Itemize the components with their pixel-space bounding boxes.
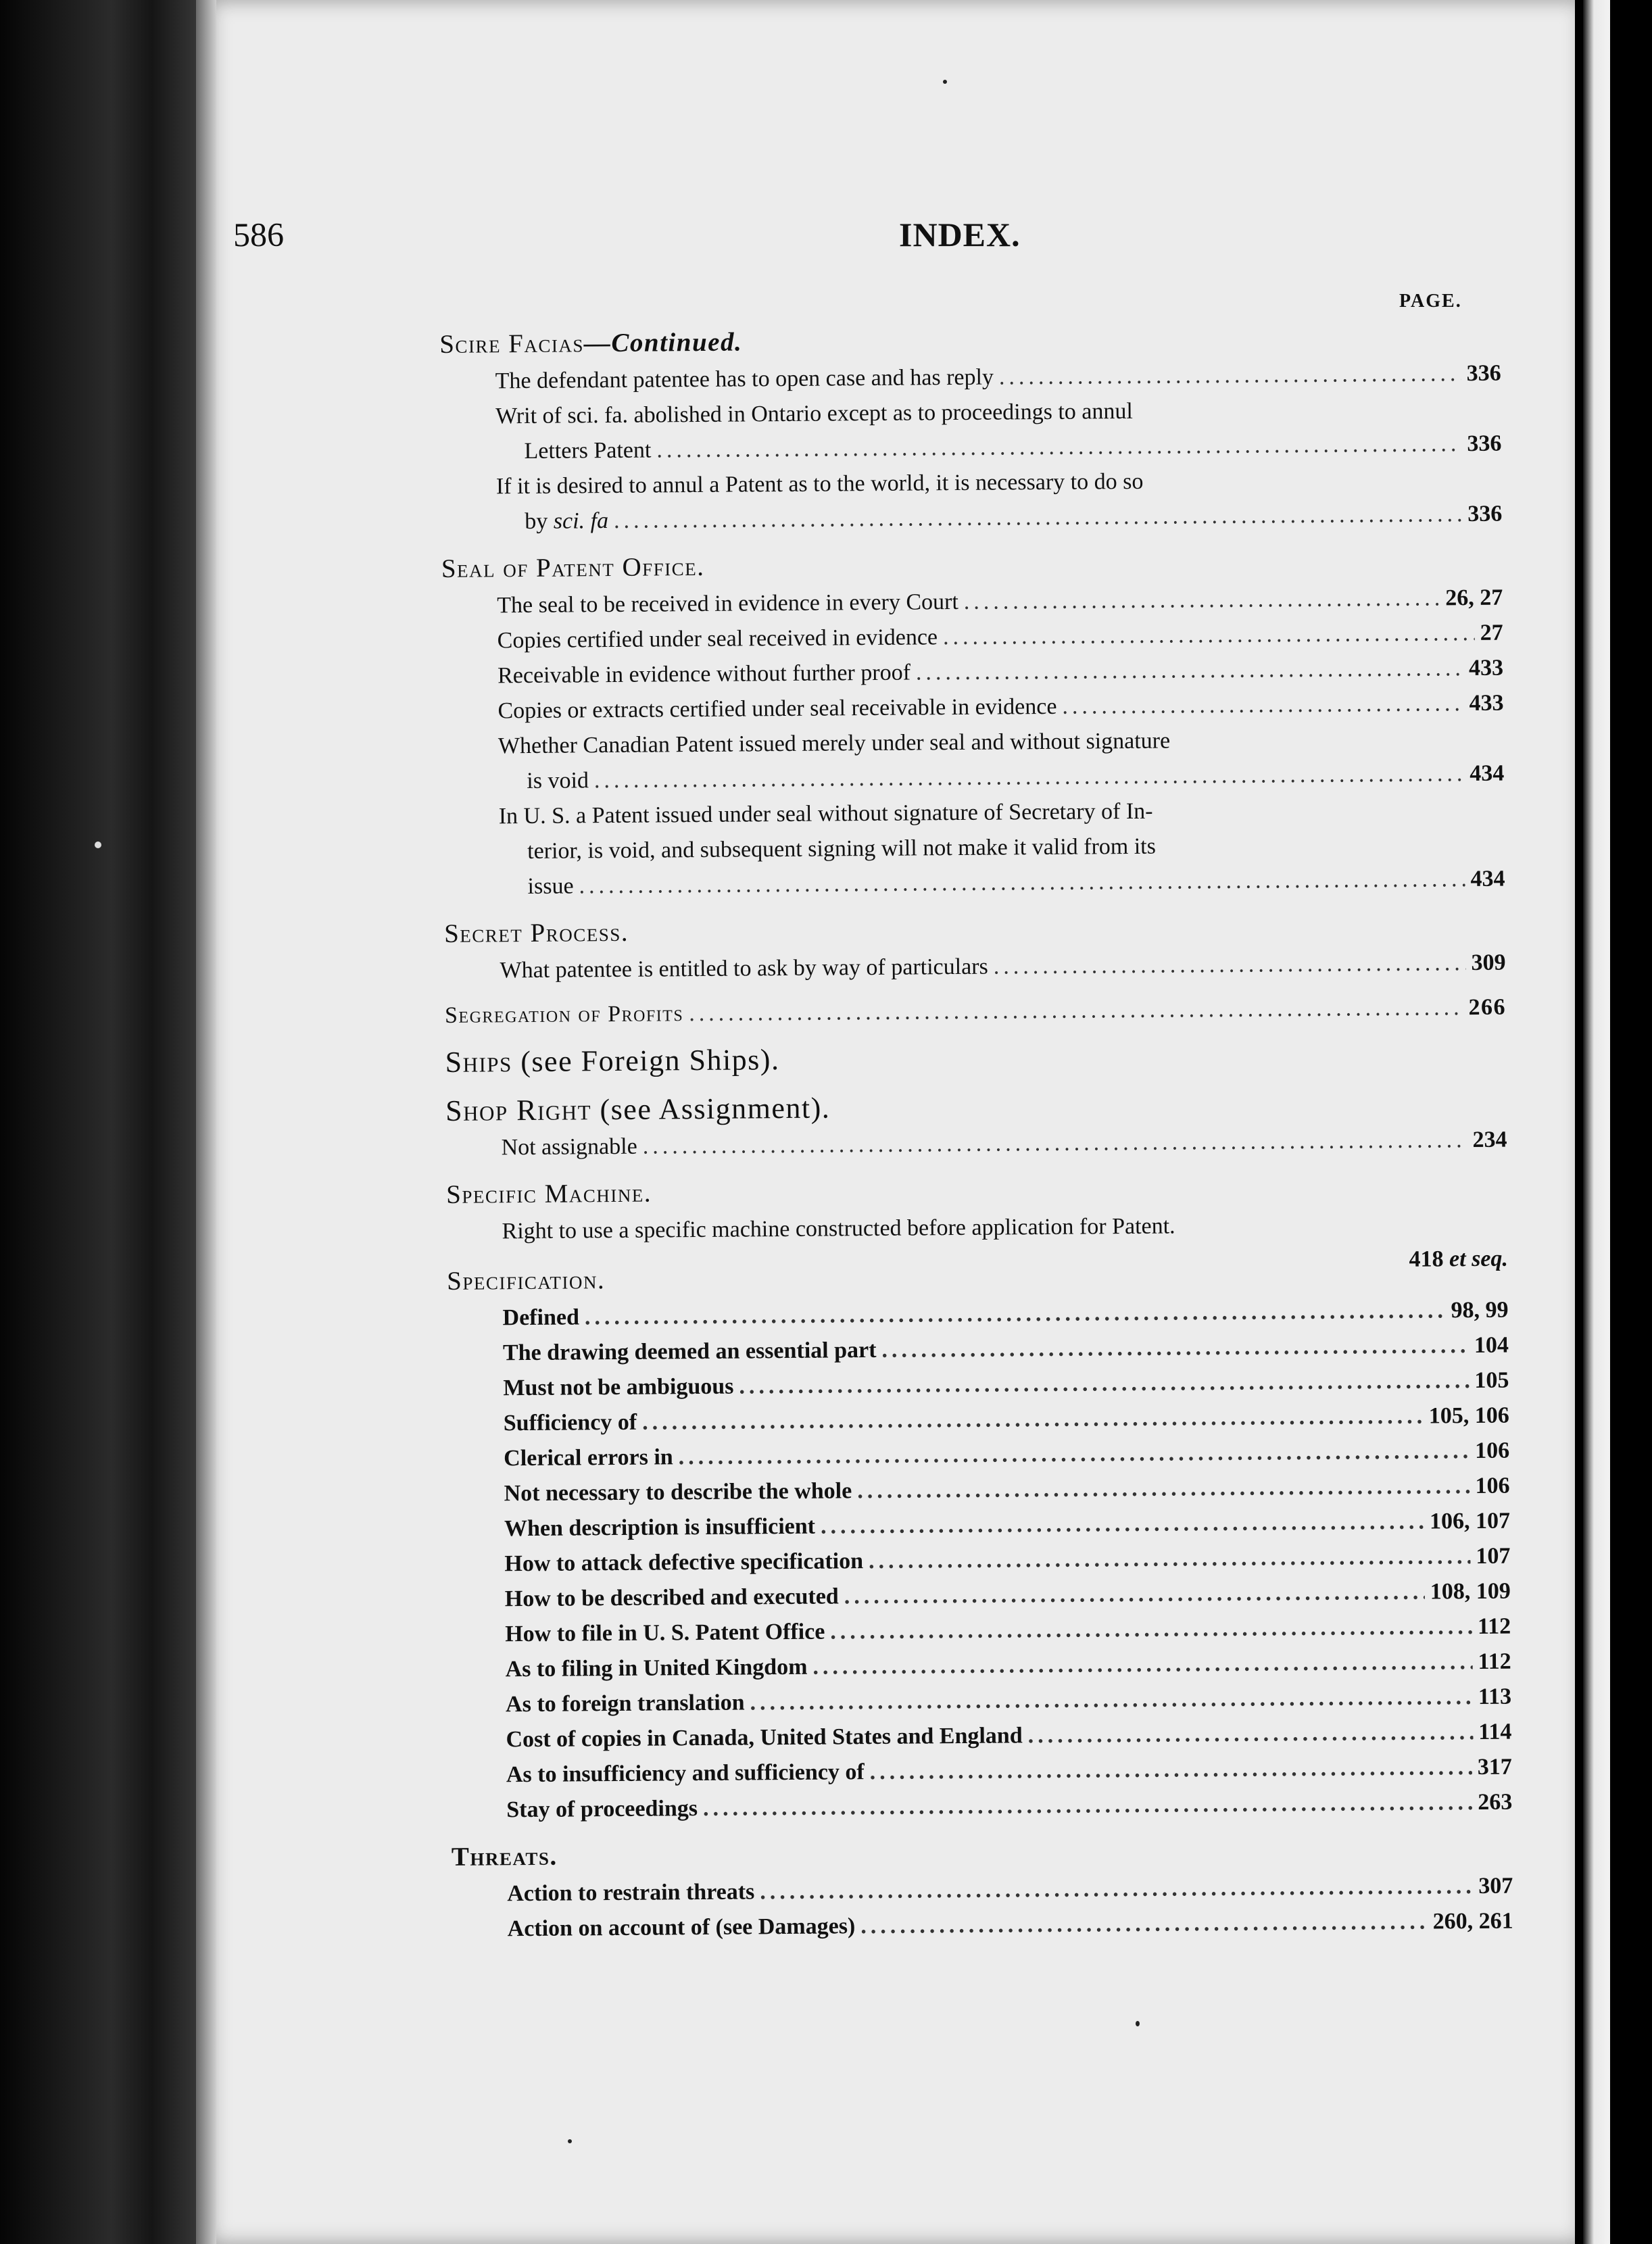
index-entry: Defined ..... 98, 99: [447, 1293, 1508, 1336]
page-ref: 433: [1468, 655, 1504, 681]
leader-dots: [656, 426, 1461, 468]
leader-dots: [689, 990, 1463, 1031]
page-ref: 26, 27: [1445, 585, 1503, 611]
page-ref: 336: [1467, 431, 1502, 457]
index-entry-continuation: by sci. fa ..... 336: [441, 497, 1502, 540]
index-entry: Receivable in evidence without further proof ..... 433: [442, 651, 1503, 694]
index-entry: How to file in U. S. Patent Office ..... 112: [450, 1609, 1511, 1653]
page-ref: 112: [1478, 1649, 1511, 1674]
leader-dots: [916, 651, 1464, 690]
paper-speck: [1136, 2021, 1140, 2026]
page-ref: 433: [1469, 690, 1504, 716]
page-ref: 336: [1467, 501, 1503, 527]
page-ref: 317: [1477, 1754, 1512, 1780]
leader-dots: [943, 616, 1475, 655]
leader-dots: [881, 1328, 1469, 1368]
index-entry: Stay of proceedings ..... 263: [451, 1785, 1512, 1828]
page-ref: 113: [1478, 1684, 1512, 1709]
index-entry: Must not be ambiguous ..... 105: [447, 1363, 1509, 1407]
index-entry-continuation: Letters Patent ..... 336: [440, 426, 1501, 470]
index-entry-continuation: is void ..... 434: [443, 756, 1504, 800]
page-ref: 104: [1474, 1332, 1509, 1359]
page-ref: 418 et seq.: [1409, 1246, 1509, 1272]
running-title: INDEX.: [899, 216, 1021, 253]
paper-speck: [568, 2139, 572, 2143]
facing-page-edge: [1575, 0, 1652, 2244]
leader-dots: [614, 497, 1463, 539]
index-entry: Cost of copies in Canada, United States and England ..... 114: [450, 1715, 1511, 1758]
index-entry: As to insufficiency and sufficiency of ..... 317: [451, 1750, 1512, 1793]
page-ref: 27: [1480, 620, 1503, 645]
leader-dots: [642, 1399, 1424, 1440]
leader-dots: [994, 946, 1466, 984]
binding-speck: [95, 842, 101, 848]
index-heading-specific-machine: Specific Machine.: [445, 1178, 652, 1209]
index-heading-seal-of-patent-office: Seal of Patent Office.: [441, 552, 705, 583]
leader-dots: [739, 1363, 1469, 1404]
index-heading-shop-right: Shop Right (see Assignment).: [445, 1091, 831, 1127]
page-ref: 105: [1474, 1367, 1509, 1394]
page-ref: 114: [1478, 1719, 1512, 1745]
page-ref: 309: [1471, 950, 1506, 976]
index-entry: Copies or extracts certified under seal receivable in evidence ..... 433: [442, 686, 1503, 729]
leader-dots: [579, 862, 1465, 904]
page-ref: 98, 99: [1451, 1297, 1509, 1323]
leader-dots: [812, 1644, 1472, 1685]
page-ref: 106, 107: [1429, 1508, 1511, 1534]
leader-dots: [830, 1609, 1472, 1649]
page-ref: 112: [1477, 1613, 1511, 1639]
leader-dots: [1027, 1715, 1473, 1753]
index-entry: If it is desired to annul a Patent as to the world, it is necessary to do so: [495, 468, 1144, 499]
index-entry: Writ of sci. fa. abolished in Ontario except as to proceedings to annul: [495, 398, 1134, 429]
paper-speck: [943, 80, 947, 84]
index-entry: What patentee is entitled to ask by way of particulars ..... 309: [444, 946, 1505, 989]
book-binding: [0, 0, 203, 2244]
index-heading-secret-process: Secret Process.: [443, 917, 629, 948]
page-ref: 105, 106: [1428, 1402, 1509, 1429]
index-entry: Right to use a specific machine constructed before application for Patent.: [502, 1213, 1175, 1244]
index-heading-threats: Threats.: [451, 1841, 558, 1872]
leader-dots: [844, 1575, 1425, 1615]
index-entry: How to be described and executed ..... 108, 109: [450, 1574, 1511, 1617]
index-entry-continuation: terior, is void, and subsequent signing will not make it valid from its: [527, 833, 1157, 864]
index-entry: Clerical errors in ..... 106: [448, 1434, 1509, 1477]
leader-dots: [964, 581, 1440, 620]
leader-dots: [870, 1750, 1473, 1790]
index-entry: As to foreign translation ..... 113: [450, 1680, 1511, 1723]
page-ref: 266: [1468, 994, 1507, 1021]
page-ref: 307: [1478, 1873, 1513, 1899]
index-entry: Not necessary to describe the whole ..... 106: [448, 1469, 1509, 1512]
index-entry: The defendant patentee has to open case and has reply ..... 336: [440, 356, 1501, 399]
index-entry: How to attack defective specification ..... 107: [449, 1539, 1510, 1582]
page-ref: 106: [1475, 1473, 1510, 1499]
index-entry: Copies certified under seal received in evidence ..... 27: [442, 616, 1503, 659]
leader-dots: [760, 1869, 1473, 1909]
page-ref: 434: [1470, 866, 1505, 892]
page-ref: 336: [1466, 360, 1501, 387]
index-entry: Not assignable ..... 234: [445, 1123, 1507, 1166]
page-ref: 434: [1469, 760, 1505, 787]
index-entry: The drawing deemed an essential part ..... 104: [447, 1328, 1509, 1371]
page-ref: 106: [1475, 1438, 1510, 1464]
page-ref: 260, 261: [1432, 1908, 1513, 1934]
index-heading-scire-facias: Scire Facias—Continued.: [439, 327, 743, 359]
leader-dots: [821, 1505, 1424, 1544]
index-heading-ships: Ships (see Foreign Ships).: [445, 1043, 780, 1079]
index-entry: Whether Canadian Patent issued merely under seal and without signature: [497, 728, 1171, 759]
leader-dots: [869, 1539, 1471, 1579]
index-entry: Sufficiency of ..... 105, 106: [448, 1398, 1509, 1442]
index-heading-segregation-of-profits: Segregation of Profits ..... 266: [445, 990, 1506, 1033]
index-heading-specification: Specification.: [446, 1265, 606, 1296]
index-entry: The seal to be received in evidence in every Court ..... 26, 27: [441, 581, 1503, 624]
index-entry: As to filing in United Kingdom ..... 112: [450, 1644, 1511, 1688]
page-ref: 107: [1476, 1543, 1511, 1569]
leader-dots: [1062, 686, 1463, 725]
specification-entries: [447, 1293, 1512, 1828]
leader-dots: [594, 756, 1465, 798]
leader-dots: [857, 1469, 1470, 1509]
leader-dots: [679, 1434, 1470, 1475]
leader-dots: [643, 1123, 1467, 1165]
leader-dots: [860, 1905, 1428, 1945]
page-ref: 108, 109: [1430, 1578, 1511, 1605]
index-entry: In U. S. a Patent issued under seal without signature of Secretary of In-: [498, 798, 1153, 829]
index-entry: Action on account of (see Damages) ..... 260, 261: [452, 1904, 1513, 1947]
page-ref: 234: [1472, 1127, 1507, 1153]
leader-dots: [999, 356, 1461, 395]
page-number: 586: [233, 215, 285, 254]
index-entry-continuation: issue ..... 434: [443, 862, 1505, 905]
page-ref: 263: [1478, 1789, 1513, 1815]
leader-dots: [703, 1785, 1473, 1826]
index-entry: Action to restrain threats ..... 307: [452, 1869, 1513, 1912]
leader-dots: [750, 1680, 1473, 1720]
index-entry: When description is insufficient ..... 106, 107: [449, 1504, 1510, 1547]
index-listing: [439, 313, 1513, 1947]
page-column-label: PAGE.: [1399, 291, 1462, 312]
page-edge: [196, 0, 216, 2244]
